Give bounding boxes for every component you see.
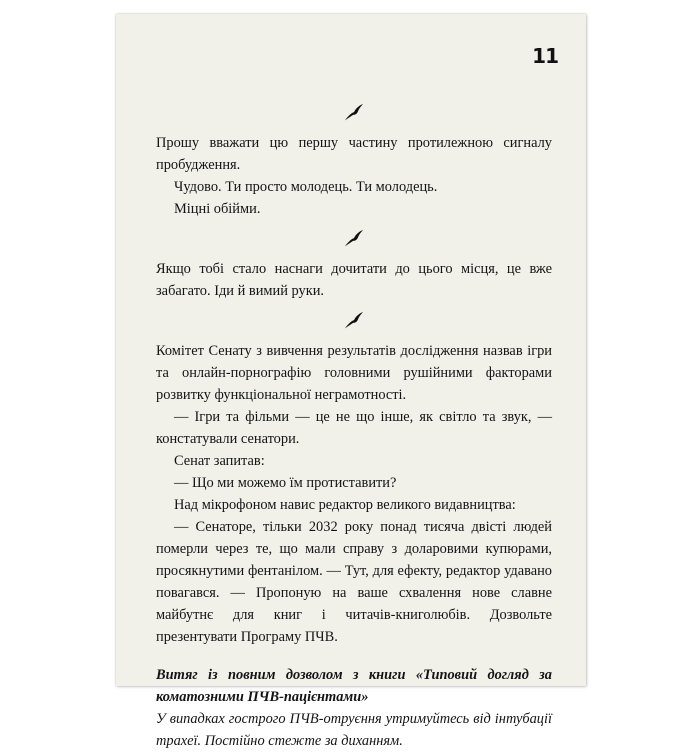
swallow-bird-icon: [343, 102, 365, 124]
book-page: [116, 14, 586, 749]
book-excerpt: [156, 664, 552, 752]
section-2: [156, 258, 552, 302]
paragraph: Якщо тобі стало наснаги дочитати до цього місця, це вже забагато. Іди й вимий руки.: [156, 261, 552, 299]
section-3: [156, 340, 552, 648]
paragraph: Чудово. Ти просто молодець. Ти молодець.: [174, 179, 438, 195]
paragraph: Сенат запитав:: [174, 453, 265, 469]
excerpt-body: У випадках гострого ПЧВ-отруєння утримуйтесь від інтубації трахеї. Постійно стежте за диханням.: [156, 711, 552, 749]
excerpt-title: Витяг із повним дозволом з книги «Типовий догляд за коматозними ПЧВ-пацієнтами»: [156, 667, 552, 705]
page-content: [156, 102, 552, 752]
paragraph: Над мікрофоном навис редактор великого видавництва:: [174, 497, 516, 513]
section-1: [156, 132, 552, 220]
swallow-bird-icon: [343, 310, 365, 332]
swallow-bird-icon: [343, 228, 365, 250]
paragraph: — Сенаторе, тільки 2032 року понад тисяча двісті людей померли через те, що мали справу з доларовими купюрами, просякнутими фентанілом. — Тут, для ефекту, редактор удавано повагався. — Пропоную на ваше схвалення нове славне майбутнє для книг і читачів-книголюбів. Дозвольте презентувати Програму ПЧВ.: [156, 519, 552, 645]
paragraph: — Що ми можемо їм протиставити?: [174, 475, 397, 491]
paragraph: — Ігри та фільми — це не що інше, як світло та звук, — констатували сенатори.: [156, 409, 552, 447]
paragraph: Комітет Сенату з вивчення результатів дослідження назвав ігри та онлайн-порнографію головними рушійними факторами розвитку функціональної неграмотності.: [156, 343, 552, 403]
paragraph: Прошу вважати цю першу частину протилежною сигналу пробудження.: [156, 135, 552, 173]
page-number: 11: [532, 44, 558, 68]
paragraph: Міцні обійми.: [174, 201, 261, 217]
